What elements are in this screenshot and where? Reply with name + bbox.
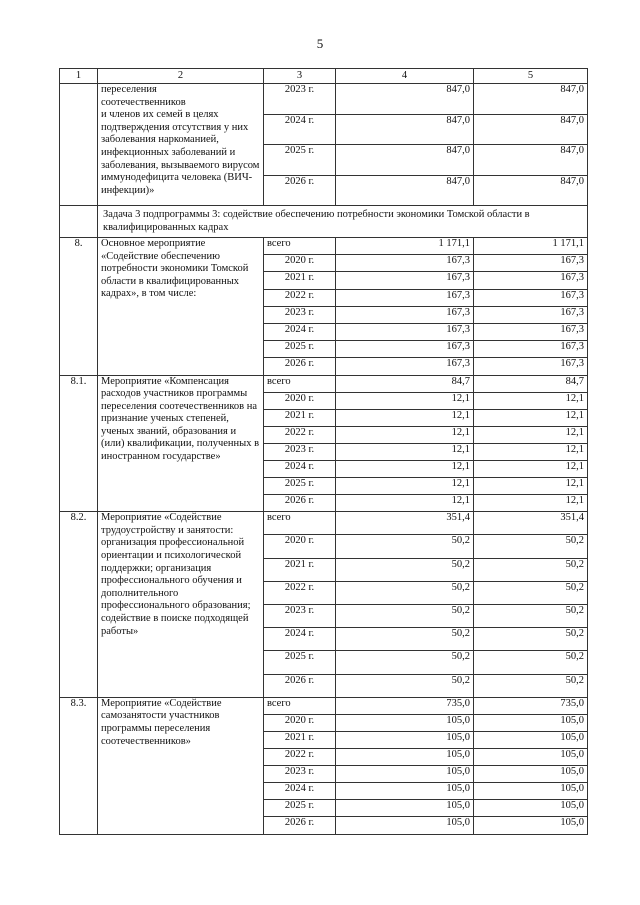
value-col5: 50,2 [474,605,588,628]
value-col4: 12,1 [336,478,474,495]
task-row [60,206,588,238]
value-col5: 105,0 [474,714,588,731]
value-col4: 167,3 [336,306,474,323]
value-col4: 50,2 [336,535,474,558]
value-col4: 12,1 [336,409,474,426]
value-col4: 847,0 [336,175,474,206]
value-col4: 1 171,1 [336,238,474,255]
value-col5: 735,0 [474,697,588,714]
value-col4: 50,2 [336,674,474,697]
year-cell: всего [264,375,336,392]
value-col5: 50,2 [474,558,588,581]
value-col4: 12,1 [336,495,474,512]
year-cell: 2024 г. [264,460,336,477]
year-cell: 2026 г. [264,817,336,834]
value-col4: 167,3 [336,272,474,289]
year-cell: 2023 г. [264,605,336,628]
table-row [60,697,588,714]
value-col4: 105,0 [336,800,474,817]
year-cell: 2021 г. [264,558,336,581]
value-col4: 351,4 [336,512,474,535]
header-row [60,69,588,84]
table-body [60,69,588,835]
value-col4: 12,1 [336,426,474,443]
item-4-number: 8.3. [60,697,98,834]
value-col5: 50,2 [474,628,588,651]
header-col-2: 2 [98,69,264,84]
value-col4: 12,1 [336,443,474,460]
value-col5: 12,1 [474,495,588,512]
year-cell: всего [264,238,336,255]
item-2-description: Мероприятие «Компенсация расходов участников программы переселения соотечественников на признание ученых степеней, ученых званий, образования и (или) квалификации, полученных в иностранном государстве» [98,375,264,512]
year-cell: 2021 г. [264,272,336,289]
value-col5: 167,3 [474,272,588,289]
value-col4: 167,3 [336,289,474,306]
task-blank-cell [60,206,98,238]
year-cell: 2023 г. [264,84,336,115]
item-4-description: Мероприятие «Содействие самозанятости участников программы переселения соотечественников» [98,697,264,834]
value-col5: 12,1 [474,460,588,477]
year-cell: 2024 г. [264,323,336,340]
value-col5: 167,3 [474,289,588,306]
year-cell: 2021 г. [264,409,336,426]
value-col4: 167,3 [336,323,474,340]
value-col5: 105,0 [474,783,588,800]
year-cell: 2020 г. [264,392,336,409]
value-col5: 105,0 [474,749,588,766]
value-col5: 50,2 [474,535,588,558]
year-cell: 2025 г. [264,651,336,674]
value-col5: 167,3 [474,323,588,340]
value-col5: 12,1 [474,409,588,426]
value-col5: 847,0 [474,114,588,145]
year-cell: 2026 г. [264,358,336,375]
year-cell: 2022 г. [264,581,336,604]
value-col4: 167,3 [336,341,474,358]
value-col4: 50,2 [336,628,474,651]
year-cell: всего [264,697,336,714]
value-col5: 105,0 [474,817,588,834]
value-col4: 12,1 [336,460,474,477]
value-col4: 847,0 [336,84,474,115]
value-col4: 50,2 [336,581,474,604]
task-title: Задача 3 подпрограммы 3: содействие обеспечению потребности экономики Томской области в квалифицированных кадрах [98,206,588,238]
value-col5: 167,3 [474,358,588,375]
value-col5: 105,0 [474,731,588,748]
table-row [60,238,588,255]
value-col5: 167,3 [474,341,588,358]
value-col4: 847,0 [336,114,474,145]
year-cell: 2024 г. [264,114,336,145]
value-col5: 105,0 [474,800,588,817]
value-col5: 12,1 [474,392,588,409]
header-col-1: 1 [60,69,98,84]
value-col4: 105,0 [336,731,474,748]
value-col5: 1 171,1 [474,238,588,255]
value-col5: 50,2 [474,581,588,604]
year-cell: 2022 г. [264,749,336,766]
value-col4: 105,0 [336,817,474,834]
value-col5: 105,0 [474,766,588,783]
page-number: 5 [316,36,324,51]
year-cell: 2023 г. [264,306,336,323]
year-cell: 2020 г. [264,714,336,731]
value-col4: 105,0 [336,714,474,731]
value-col4: 105,0 [336,749,474,766]
item-2-number: 8.1. [60,375,98,512]
year-cell: 2025 г. [264,478,336,495]
header-col-4: 4 [336,69,474,84]
value-col5: 167,3 [474,306,588,323]
value-col5: 50,2 [474,651,588,674]
year-cell: 2026 г. [264,674,336,697]
year-cell: 2023 г. [264,443,336,460]
value-col5: 847,0 [474,145,588,176]
year-cell: 2025 г. [264,341,336,358]
value-col5: 847,0 [474,84,588,115]
table-row [60,512,588,535]
year-cell: 2023 г. [264,766,336,783]
value-col4: 847,0 [336,145,474,176]
value-col4: 84,7 [336,375,474,392]
value-col4: 167,3 [336,358,474,375]
continuation-number [60,84,98,206]
item-1-description: Основное мероприятие «Содействие обеспечению потребности экономики Томской области в квалифицированных кадрах», в том числе: [98,238,264,376]
value-col5: 847,0 [474,175,588,206]
value-col5: 12,1 [474,478,588,495]
value-col4: 105,0 [336,766,474,783]
year-cell: 2026 г. [264,175,336,206]
header-col-3: 3 [264,69,336,84]
item-1-number: 8. [60,238,98,376]
year-cell: 2021 г. [264,731,336,748]
continuation-description: переселения соотечественников и членов их семей в целях подтверждения отсутствия у них заболевания наркоманией, инфекционных заболеваний и заболевания, вызываемого вирусом иммунодефицита человека (ВИЧ-инфекции)» [98,84,264,206]
value-col4: 167,3 [336,255,474,272]
value-col5: 50,2 [474,674,588,697]
value-col4: 735,0 [336,697,474,714]
year-cell: 2020 г. [264,535,336,558]
year-cell: 2020 г. [264,255,336,272]
table-row [60,84,588,115]
table-row [60,375,588,392]
value-col5: 12,1 [474,426,588,443]
value-col4: 50,2 [336,605,474,628]
year-cell: 2022 г. [264,289,336,306]
value-col4: 50,2 [336,558,474,581]
year-cell: 2026 г. [264,495,336,512]
value-col5: 167,3 [474,255,588,272]
value-col4: 12,1 [336,392,474,409]
year-cell: 2024 г. [264,628,336,651]
year-cell: 2025 г. [264,800,336,817]
year-cell: 2025 г. [264,145,336,176]
value-col4: 105,0 [336,783,474,800]
value-col4: 50,2 [336,651,474,674]
budget-table [59,68,588,835]
header-col-5: 5 [474,69,588,84]
year-cell: 2022 г. [264,426,336,443]
year-cell: всего [264,512,336,535]
item-3-number: 8.2. [60,512,98,698]
item-3-description: Мероприятие «Содействие трудоустройству и занятости: организация профессиональной ориентации и психологической поддержки; организация профессионального обучения и дополнительного профессионального образования; содействие в поиске подходящей работы» [98,512,264,698]
year-cell: 2024 г. [264,783,336,800]
value-col5: 12,1 [474,443,588,460]
value-col5: 351,4 [474,512,588,535]
value-col5: 84,7 [474,375,588,392]
